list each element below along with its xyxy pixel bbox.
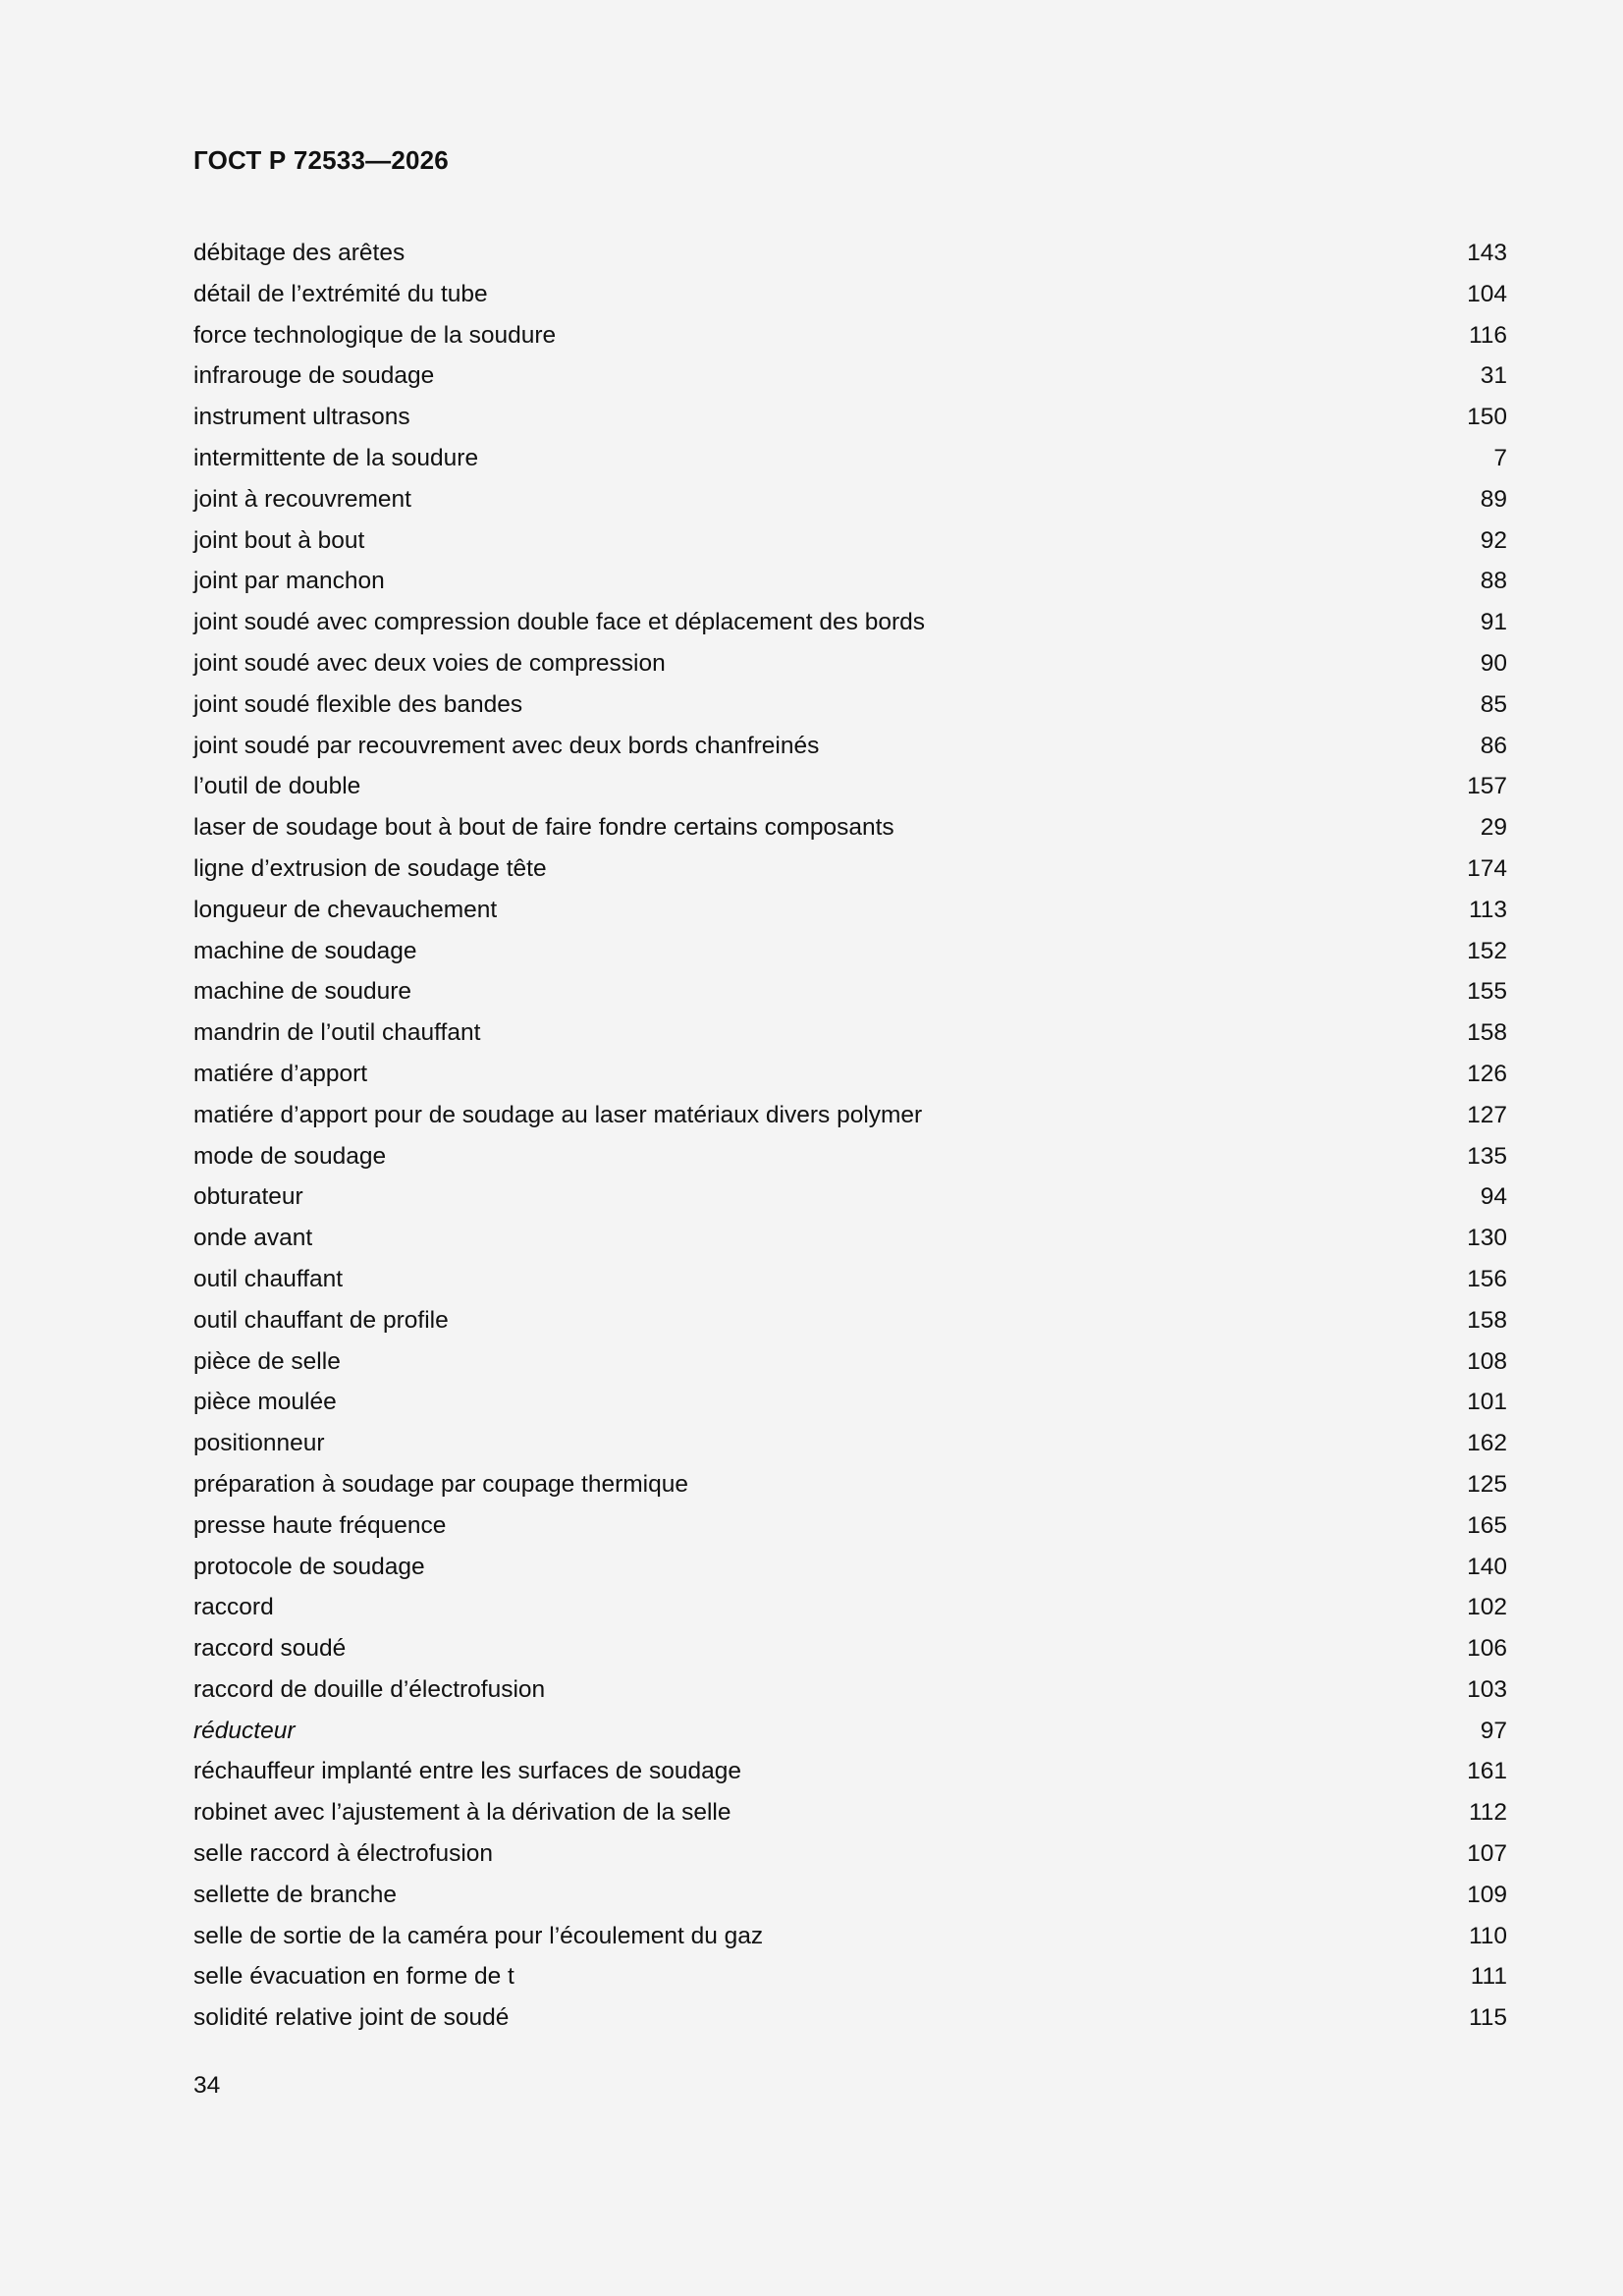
index-page-ref: 107: [1467, 1840, 1507, 1868]
index-page-ref: 111: [1470, 1963, 1507, 1991]
index-page-ref: 162: [1467, 1430, 1507, 1457]
index-entry: [193, 355, 1507, 397]
index-page-ref: 116: [1468, 321, 1507, 349]
index-page-ref: 152: [1467, 937, 1507, 964]
index-term: machine de soudure: [193, 978, 412, 1006]
index-entry: [193, 397, 1507, 438]
index-entry: [193, 1341, 1507, 1383]
index-entry: [193, 1751, 1507, 1792]
index-term: positionneur: [193, 1430, 325, 1457]
index-page-ref: 130: [1467, 1225, 1507, 1252]
index-term: laser de soudage bout à bout de faire fondre certains composants: [193, 814, 894, 842]
index-page-ref: 157: [1467, 773, 1507, 800]
index-entry: [193, 233, 1507, 274]
index-term: longueur de chevauchement: [193, 896, 498, 923]
index-entry: [193, 1916, 1507, 1957]
index-page-ref: 106: [1467, 1635, 1507, 1663]
index-page-ref: 103: [1467, 1675, 1507, 1703]
index-term: raccord: [193, 1594, 274, 1621]
index-entry: [193, 848, 1507, 890]
index-term: débitage des arêtes: [193, 240, 406, 266]
index-term: intermittente de la soudure: [193, 444, 479, 471]
index-entry: [193, 1136, 1507, 1177]
index-entry: [193, 1095, 1507, 1136]
index-entry: [193, 1054, 1507, 1095]
index-entry: [193, 1505, 1507, 1547]
index-term: l’outil de double: [193, 773, 361, 800]
index-entry: [193, 971, 1507, 1012]
index-page-ref: 140: [1467, 1553, 1507, 1580]
index-page-ref: 85: [1480, 690, 1507, 718]
index-term: robinet avec l’ajustement à la dérivation de la selle: [193, 1799, 731, 1827]
index-entry: [193, 561, 1507, 602]
index-page-ref: 150: [1467, 404, 1507, 431]
index-term: joint soudé avec deux voies de compression: [193, 649, 666, 677]
index-page-ref: 89: [1480, 485, 1507, 513]
index-term: ligne d’extrusion de soudage tête: [193, 854, 547, 882]
index-entry: [193, 1669, 1507, 1711]
index-term: raccord soudé: [193, 1635, 347, 1663]
index-entry: [193, 1012, 1507, 1054]
index-page-ref: 108: [1467, 1347, 1507, 1375]
index-term: instrument ultrasons: [193, 404, 410, 431]
index-entry: [193, 1176, 1507, 1218]
index-entry: [193, 1956, 1507, 1997]
index-term: onde avant: [193, 1225, 313, 1252]
index-page-ref: 104: [1467, 280, 1507, 307]
index-page-ref: 86: [1480, 732, 1507, 759]
index-term: force technologique de la soudure: [193, 321, 557, 349]
index-page-ref: 31: [1480, 362, 1507, 390]
index-term: détail de l’extrémité du tube: [193, 280, 488, 307]
index-entry: [193, 807, 1507, 848]
index-term: réducteur: [193, 1717, 296, 1744]
index-entry: [193, 643, 1507, 684]
index-page-ref: 110: [1468, 1922, 1507, 1949]
index-entry: [193, 1464, 1507, 1505]
index-page-ref: 158: [1467, 1019, 1507, 1047]
index-page-ref: 156: [1467, 1265, 1507, 1292]
index-entry: [193, 726, 1507, 767]
index-term: joint soudé avec compression double face et déplacement des bords: [193, 609, 925, 636]
index-page-ref: 112: [1468, 1799, 1507, 1827]
index-term: machine de soudage: [193, 937, 417, 964]
index-page-ref: 102: [1467, 1594, 1507, 1621]
index-entry: [193, 1547, 1507, 1588]
index-term: mode de soudage: [193, 1142, 387, 1170]
index-page-ref: 101: [1467, 1389, 1507, 1416]
index-entry: [193, 1300, 1507, 1341]
index-term: matiére d’apport: [193, 1060, 368, 1087]
index-entry: [193, 438, 1507, 479]
index-entry: [193, 1628, 1507, 1669]
index-page-ref: 109: [1467, 1881, 1507, 1908]
index-entry: [193, 1833, 1507, 1875]
index-term: outil chauffant de profile: [193, 1306, 449, 1334]
index-page-ref: 91: [1480, 609, 1507, 636]
index-term: protocole de soudage: [193, 1553, 425, 1580]
index-page-ref: 158: [1467, 1306, 1507, 1334]
index-term: outil chauffant: [193, 1265, 344, 1292]
index-entry: [193, 890, 1507, 931]
index-entry: [193, 1423, 1507, 1464]
index-entry: [193, 602, 1507, 643]
index-page-ref: 155: [1467, 978, 1507, 1006]
index-term: obturateur: [193, 1183, 303, 1211]
index-term: joint bout à bout: [193, 526, 365, 554]
index-term: sellette de branche: [193, 1881, 398, 1908]
index-term: selle de sortie de la caméra pour l’écoulement du gaz: [193, 1922, 764, 1949]
index-entry: [193, 520, 1507, 562]
index-page-ref: 126: [1467, 1060, 1507, 1087]
index-entry: [193, 1259, 1507, 1300]
index-term: réchauffeur implanté entre les surfaces de soudage: [193, 1758, 741, 1785]
index-page-ref: 161: [1467, 1758, 1507, 1785]
index-entry: [193, 1587, 1507, 1628]
index-term: joint soudé par recouvrement avec deux bords chanfreinés: [193, 732, 820, 759]
index-entry: [193, 274, 1507, 315]
index-page-ref: 29: [1480, 814, 1507, 842]
index-term: selle évacuation en forme de t: [193, 1963, 514, 1991]
index-term: raccord de douille d’électrofusion: [193, 1675, 546, 1703]
index-page-ref: 90: [1480, 649, 1507, 677]
index-page-ref: 97: [1480, 1717, 1507, 1744]
index-page-ref: 125: [1467, 1470, 1507, 1498]
index-entry: [193, 766, 1507, 807]
index-term: infrarouge de soudage: [193, 362, 435, 390]
index-term: presse haute fréquence: [193, 1511, 447, 1539]
index-entry: [193, 1792, 1507, 1833]
index-entry: [193, 479, 1507, 520]
index-entry: [193, 684, 1507, 726]
index-term: joint soudé flexible des bandes: [193, 690, 523, 718]
index-term: matiére d’apport pour de soudage au laser matériaux divers polymer: [193, 1101, 923, 1128]
index-page-ref: 92: [1480, 526, 1507, 554]
index-term: pièce moulée: [193, 1389, 337, 1416]
document-header: ГОСТ Р 72533—2026: [193, 145, 449, 175]
index-entry: [193, 1875, 1507, 1916]
index-list: [193, 233, 1507, 2039]
index-term: joint à recouvrement: [193, 485, 411, 513]
index-entry: [193, 1997, 1507, 2039]
index-term: mandrin de l’outil chauffant: [193, 1019, 481, 1047]
index-term: joint par manchon: [193, 568, 385, 595]
page-number: 34: [193, 2072, 221, 2099]
index-page-ref: 115: [1468, 2004, 1507, 2032]
index-page-ref: 174: [1467, 854, 1507, 882]
index-entry: [193, 1218, 1507, 1259]
index-entry: [193, 315, 1507, 356]
index-entry: [193, 1711, 1507, 1752]
index-page-ref: 7: [1493, 444, 1507, 471]
index-term: solidité relative joint de soudé: [193, 2004, 510, 2032]
index-page-ref: 88: [1480, 568, 1507, 595]
index-term: pièce de selle: [193, 1347, 341, 1375]
index-entry: [193, 1382, 1507, 1423]
index-entry: [193, 931, 1507, 972]
index-term: préparation à soudage par coupage thermique: [193, 1470, 688, 1498]
index-page-ref: 94: [1480, 1183, 1507, 1211]
index-term: selle raccord à électrofusion: [193, 1840, 494, 1868]
index-page-ref: 135: [1467, 1142, 1507, 1170]
index-page-ref: 127: [1467, 1101, 1507, 1128]
index-page-ref: 113: [1468, 896, 1507, 923]
index-page-ref: 165: [1467, 1511, 1507, 1539]
index-page-ref: 143: [1467, 240, 1507, 266]
